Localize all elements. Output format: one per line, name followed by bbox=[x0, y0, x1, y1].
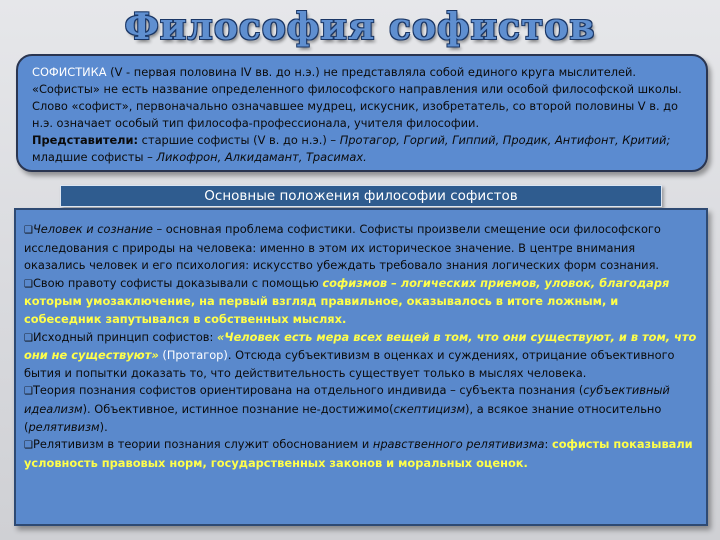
principle-3-quote: «Человек есть мера всех вещей в том, что они существуют, и в том, что они не существуют» bbox=[24, 329, 697, 363]
principle-2-highlight: которым умозаключение, на первый взгляд правильное, оказывалось в итоге ложным, и собеседник запутывался в собственных мыслях. bbox=[24, 294, 619, 326]
checkbox-bullet-icon: ❑ bbox=[24, 332, 33, 344]
elder-sophists: Протагор, Горгий, Гиппий, Продик, Антифонт, Критий; bbox=[339, 133, 671, 147]
representatives-text: старшие софисты (V в. до н.э.) – bbox=[138, 133, 340, 147]
section-heading: Основные положения философии софистов bbox=[60, 185, 662, 207]
principle-4-end: ). bbox=[99, 419, 108, 434]
principle-3-author: Протагор bbox=[166, 348, 224, 363]
intro-text: (V - первая половина IV вв. до н.э.) не представляла собой единого круга мыслителей. «Софисты» не есть название определенного философского направления или особой философской школы. Слово «софист», первоначально означавшее мудрец, искусник, изобретатель, со второй половины V в. до н.э. означает особый тип философа-профессионала, учителя философии. bbox=[32, 65, 682, 130]
principle-3-rest: . Отсюда субъективизм в оценках и суждениях, отрицание объективного бытия и попытки доказать то, что действительность существует только в мыслях человека. bbox=[24, 348, 675, 380]
principle-item bbox=[24, 221, 698, 275]
principle-item bbox=[24, 382, 698, 436]
principle-item bbox=[24, 329, 698, 383]
younger-sophists: Ликофрон, Алкидамант, Трасимах. bbox=[156, 150, 367, 164]
principle-3-author-close: ) bbox=[223, 348, 228, 363]
principle-5-colon: : bbox=[544, 437, 552, 452]
principle-item bbox=[24, 275, 698, 329]
principle-5-text: Релятивизм в теории познания служит обоснованием и bbox=[32, 437, 373, 452]
representatives-label: Представители: bbox=[32, 133, 139, 147]
representatives-text-2: младшие софисты – bbox=[32, 150, 157, 164]
principle-4-mid: ). Объективное, истинное познание не-достижимо( bbox=[82, 401, 394, 416]
intro-paragraph bbox=[32, 64, 692, 132]
representatives-paragraph bbox=[32, 132, 692, 166]
principle-4-relativism: релятивизм bbox=[28, 419, 100, 434]
checkbox-bullet-icon: ❑ bbox=[24, 386, 33, 398]
principle-3-text: Исходный принцип софистов: bbox=[32, 329, 217, 344]
principle-1-heading: Человек и сознание bbox=[32, 222, 153, 236]
principle-5-moral-relativism: нравственного релятивизма bbox=[372, 437, 545, 452]
checkbox-bullet-icon: ❑ bbox=[24, 278, 33, 290]
principle-2-text: Свою правоту софисты доказывали с помощью bbox=[32, 275, 323, 290]
principle-4-mid-2: ), а всякое знание относительно ( bbox=[24, 401, 662, 434]
principle-1-text: – основная проблема софистики. Софисты произвели смещение оси философского исследования с природы на человека: именно в этом их историческое значение. В центре внимания оказались человек и его психология: искусство убеждать требовало знания логических форм сознания. bbox=[24, 222, 661, 273]
principle-4-idealism: субъективный идеализм bbox=[24, 383, 670, 416]
checkbox-bullet-icon: ❑ bbox=[24, 440, 33, 452]
intro-term: СОФИСТИКА bbox=[32, 65, 107, 79]
checkbox-bullet-icon: ❑ bbox=[24, 225, 33, 236]
principle-2-sophisms: софизмов – логических приемов, уловок, благодаря bbox=[322, 275, 670, 290]
principle-item bbox=[24, 436, 698, 472]
intro-panel bbox=[16, 54, 708, 172]
principle-4-scepticism: скептицизм bbox=[393, 401, 466, 416]
principle-3-author-open: ( bbox=[158, 348, 167, 363]
principles-panel bbox=[14, 208, 708, 526]
principle-5-highlight: софисты показывали условность правовых норм, государственных законов и моральных оценок. bbox=[24, 437, 693, 470]
page-title: Философия софистов bbox=[124, 6, 596, 48]
principle-4-text: Теория познания софистов ориентирована на отдельного индивида – субъекта познания ( bbox=[32, 383, 584, 398]
